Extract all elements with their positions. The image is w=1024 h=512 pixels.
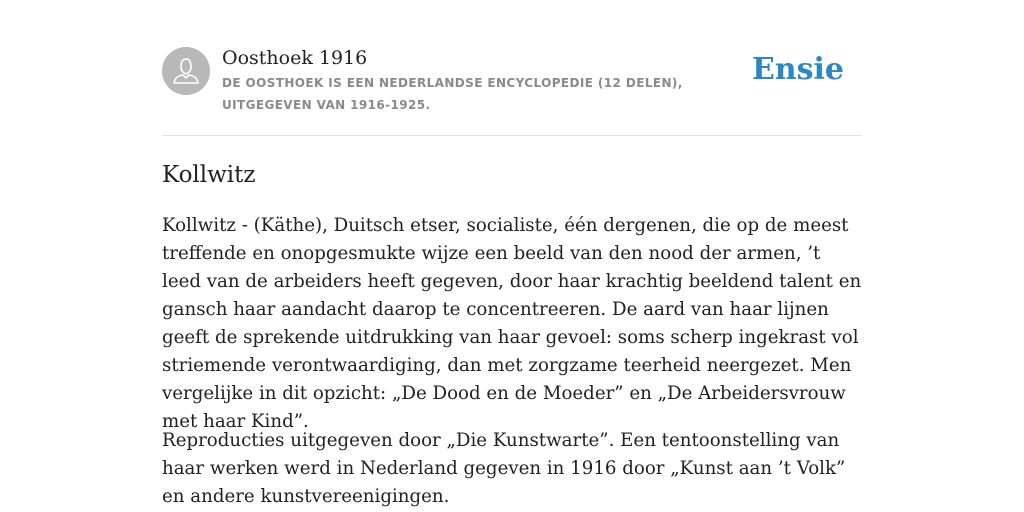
entry-paragraph: Kollwitz - (Käthe), Duitsch etser, socialiste, één dergenen, die op de meest treffende en onopgesmukte wijze een beeld van den nood der armen, ’t leed van de arbeiders heeft gegeven, door haar krachtig beeldend talent en gansch haar aandacht daarop te concentreeren. De aard van haar lijnen geeft de sprekende uitdrukking van haar gevoel: soms scherp ingekrast vol striemende verontwaardiging, dan met zorgzame teerheid neergezet. Men vergelijke in dit opzicht: „De Dood en de Moeder” en „De Arbeidersvrouw met haar Kind”. xyxy=(162,215,862,432)
source-header xyxy=(162,0,862,136)
brand-logo[interactable]: Ensie xyxy=(751,52,844,87)
source-title[interactable]: Oosthoek 1916 xyxy=(222,47,368,69)
user-icon[interactable] xyxy=(162,47,210,95)
user-icon-graphic xyxy=(162,47,210,95)
entry-title: Kollwitz xyxy=(162,162,256,188)
page-container xyxy=(162,0,862,507)
source-description: DE OOSTHOEK IS EEN NEDERLANDSE ENCYCLOPEDIE (12 DELEN), UITGEGEVEN VAN 1916-1925. xyxy=(222,76,683,112)
entry-paragraph: Reproducties uitgegeven door „Die Kunstwarte”. Een tentoonstelling van haar werken werd in Nederland gegeven in 1916 door „Kunst aan ’t Volk” en andere kunstvereenigingen. xyxy=(162,430,846,507)
